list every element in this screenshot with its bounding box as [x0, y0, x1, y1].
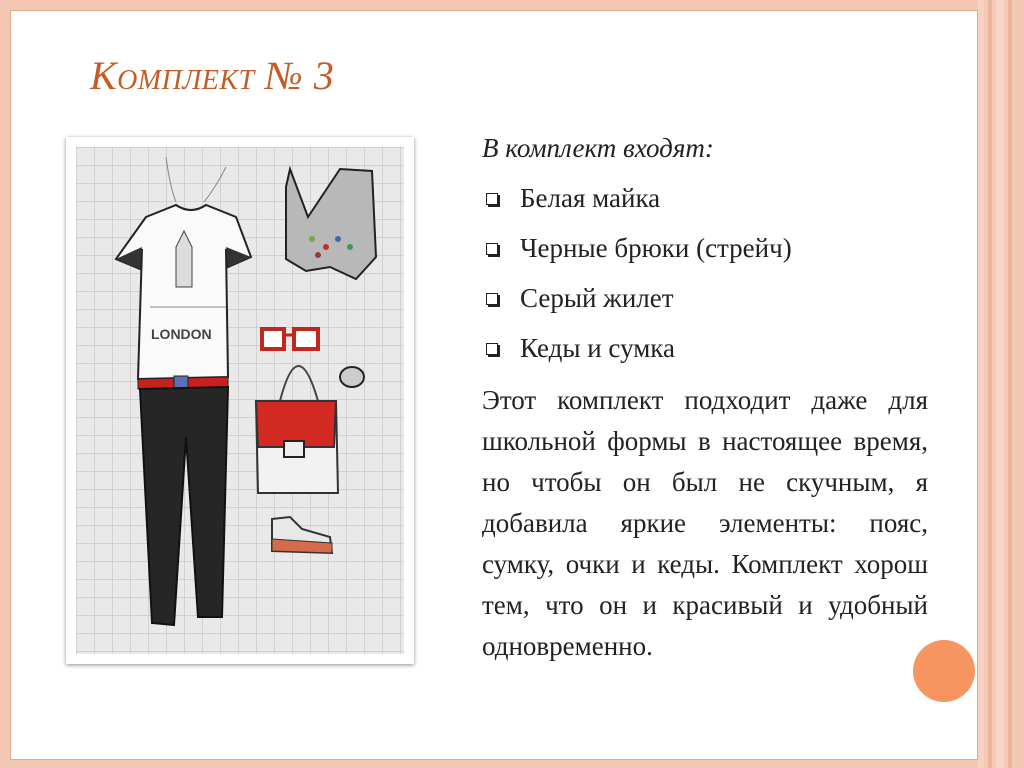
decorative-stripe	[1016, 0, 1024, 768]
decorative-circle	[913, 640, 975, 702]
square-bullet-icon	[486, 293, 498, 305]
slide-title: Комплект № 3	[90, 53, 335, 98]
square-bullet-icon	[486, 193, 498, 205]
intro-text: В комплект входят:	[482, 133, 714, 163]
square-bullet-icon	[486, 243, 498, 255]
list-item	[482, 180, 928, 230]
content-text-block	[482, 130, 928, 667]
outfit-sketch	[76, 147, 404, 654]
list-item-label: Черные брюки (стрейч)	[520, 233, 792, 263]
list-item-label: Серый жилет	[520, 283, 674, 313]
list-item	[482, 280, 928, 330]
bracelet-sketch	[340, 367, 364, 387]
square-bullet-icon	[486, 343, 498, 355]
list-item	[482, 330, 928, 380]
decorative-stripe	[988, 0, 992, 768]
list-item-label: Кеды и сумка	[520, 333, 675, 363]
tshirt-print-text: LONDON	[151, 326, 212, 342]
decorative-stripe	[1008, 0, 1012, 768]
description-paragraph: Этот комплект подходит даже для школьной формы в настоящее время, но чтобы он был не скучным, я добавила яркие элементы: пояс, сумку, очки и кеды. Комплект хорош тем, что он и красивый и удобный одновременно.	[482, 385, 928, 661]
list-item-label: Белая майка	[520, 183, 661, 213]
decorative-stripe	[996, 0, 1004, 768]
outfit-drawing-photo	[66, 137, 414, 664]
list-item	[482, 230, 928, 280]
item-list	[482, 180, 928, 380]
decorative-stripe	[978, 0, 984, 768]
